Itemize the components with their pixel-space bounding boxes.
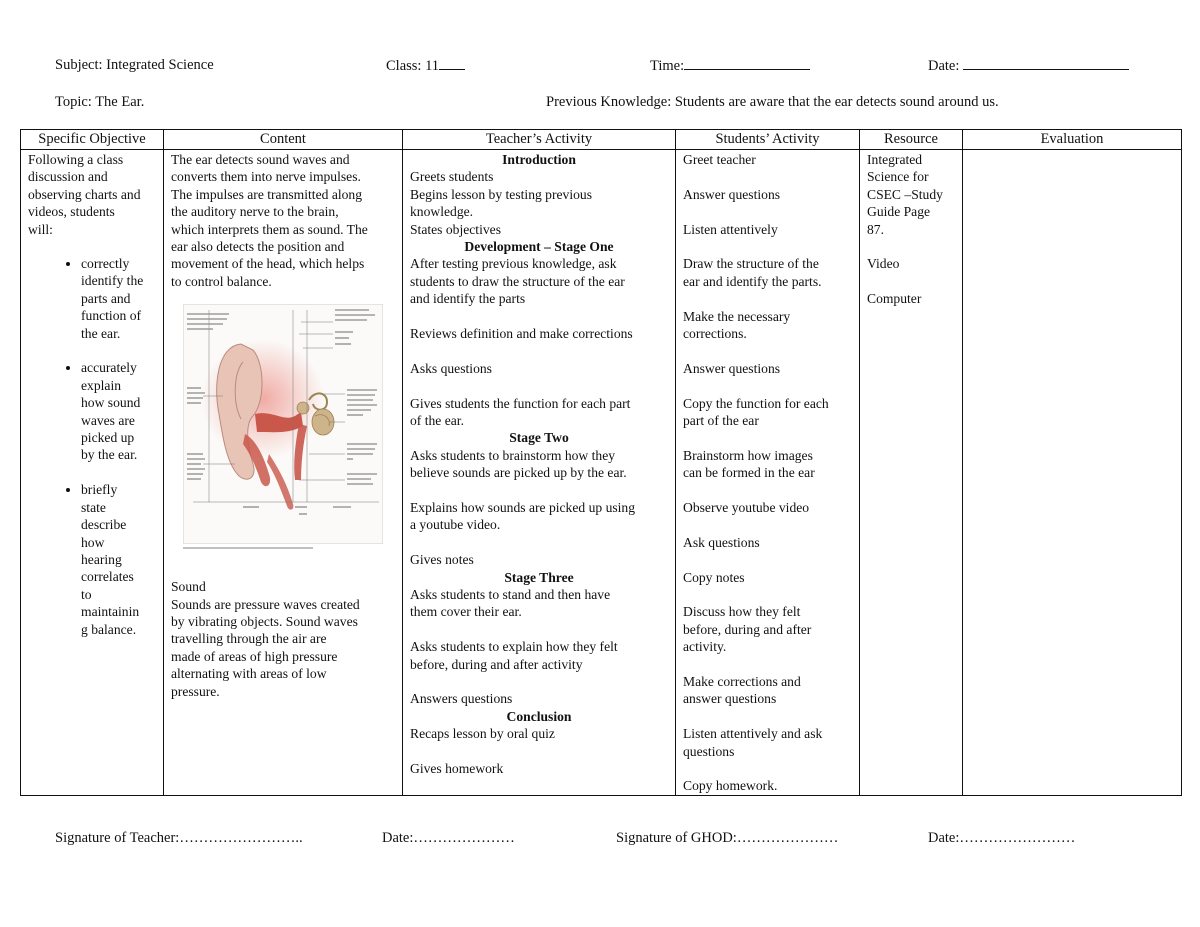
time-blank — [684, 57, 810, 70]
spacer — [410, 342, 668, 359]
content-sound — [171, 578, 395, 700]
topic-label: Topic: The Ear. — [55, 94, 145, 110]
teacher-activity-stage-heading: Conclusion — [506, 708, 572, 724]
students-activity-line: Greet teacher — [683, 152, 756, 167]
students-activity-line: Discuss how they felt — [683, 604, 801, 620]
students-activity-line: can be formed in the ear — [683, 465, 815, 481]
ear-diagram-caption — [183, 544, 383, 552]
objective-cell — [21, 150, 164, 796]
ear-diagram — [183, 304, 383, 556]
date-blank — [963, 57, 1129, 70]
objective-line: discussion and — [28, 169, 108, 185]
resource-list — [867, 151, 955, 308]
ear-diagram-image — [183, 304, 383, 544]
spacer — [683, 238, 852, 255]
teacher-activity-line: before, during and after activity — [410, 656, 583, 672]
lesson-plan-table — [20, 129, 1182, 796]
students-activity-list — [683, 151, 852, 795]
previous-knowledge: Previous Knowledge: Students are aware that the ear detects sound around us. — [546, 94, 999, 110]
sound-heading: Sound — [171, 579, 206, 595]
spacer — [410, 743, 668, 760]
objective-item — [81, 481, 156, 638]
objective-item-line: how sound — [81, 395, 141, 411]
objective-item-line: correlates — [81, 569, 134, 585]
time-field — [650, 57, 810, 75]
class-blank — [439, 57, 465, 70]
teacher-activity-line: Begins lesson by testing previous — [410, 186, 592, 202]
header-specific-objective: Specific Objective — [21, 130, 164, 150]
spacer — [683, 342, 852, 359]
table-row — [21, 150, 1182, 796]
resource-line: Computer — [867, 291, 922, 307]
content-line: travelling through the air are — [171, 631, 327, 647]
date-field — [928, 57, 1129, 75]
objective-line: videos, students — [28, 204, 115, 220]
spacer — [683, 656, 852, 673]
students-activity-line: Copy the function for each — [683, 395, 829, 411]
spacer — [683, 482, 852, 499]
subject-label: Subject: Integrated Science — [55, 57, 214, 73]
spacer — [683, 377, 852, 394]
content-line: made of areas of high pressure — [171, 648, 338, 664]
teacher-activity-line: students to draw the structure of the ear — [410, 273, 625, 289]
ghod-signature-date: Date:…………………… — [928, 830, 1076, 846]
objective-line: will: — [28, 221, 53, 237]
spacer — [867, 238, 955, 255]
spacer — [410, 308, 668, 325]
teacher-activity-line: knowledge. — [410, 204, 474, 220]
content-line: movement of the head, which helps — [171, 256, 365, 272]
objective-item-line: how — [81, 534, 105, 550]
students-activity-line: Answer questions — [683, 186, 781, 202]
ghod-signature: Signature of GHOD:………………… — [616, 830, 839, 846]
content-cell — [164, 150, 403, 796]
teacher-activity-cell — [403, 150, 676, 796]
objective-line: observing charts and — [28, 186, 141, 202]
teacher-activity-line: Answers questions — [410, 691, 513, 707]
objective-item-line: g balance. — [81, 621, 137, 637]
spacer — [410, 534, 668, 551]
resource-cell — [860, 150, 963, 796]
students-activity-line: before, during and after — [683, 621, 812, 637]
students-activity-line: Listen attentively and ask — [683, 726, 823, 742]
teacher-activity-stage-heading: Stage Two — [509, 430, 569, 446]
resource-line: Integrated — [867, 152, 923, 167]
header-evaluation: Evaluation — [963, 130, 1182, 150]
objective-line: Following a class — [28, 152, 124, 167]
spacer — [683, 551, 852, 568]
students-activity-line: questions — [683, 743, 735, 759]
content-line: to control balance. — [171, 273, 272, 289]
class-field — [386, 57, 465, 75]
objective-item-line: function of — [81, 308, 142, 324]
students-activity-line: Ask questions — [683, 534, 760, 550]
objective-item-line: to — [81, 586, 92, 602]
spacer — [683, 516, 852, 533]
resource-line: Science for — [867, 169, 929, 185]
teacher-signature-date: Date:………………… — [382, 830, 515, 846]
spacer — [410, 377, 668, 394]
content-line: alternating with areas of low — [171, 666, 327, 682]
teacher-activity-line: After testing previous knowledge, ask — [410, 256, 617, 272]
students-activity-line: corrections. — [683, 326, 747, 341]
students-activity-line: answer questions — [683, 691, 777, 707]
spacer — [683, 203, 852, 220]
content-line: The impulses are transmitted along — [171, 186, 363, 202]
objective-item-line: waves are — [81, 412, 135, 428]
content-line: converts them into nerve impulses. — [171, 169, 361, 185]
objective-item-line: maintainin — [81, 604, 140, 620]
teacher-activity-line: them cover their ear. — [410, 604, 522, 620]
teacher-activity-line: Asks questions — [410, 360, 492, 376]
students-activity-cell — [676, 150, 860, 796]
spacer — [683, 168, 852, 185]
spacer — [410, 673, 668, 690]
spacer — [867, 273, 955, 290]
objective-item-line: explain — [81, 377, 122, 393]
teacher-activity-line: Reviews definition and make corrections — [410, 326, 633, 342]
resource-line: 87. — [867, 221, 884, 237]
class-label: Class: 11 — [386, 58, 440, 74]
table-header-row — [21, 130, 1182, 150]
objective-item-line: picked up — [81, 430, 135, 446]
objective-item-line: • accurately — [81, 360, 137, 376]
resource-line: CSEC –Study — [867, 186, 943, 202]
objective-item-line: describe — [81, 517, 127, 533]
teacher-activity-line: a youtube video. — [410, 517, 501, 533]
students-activity-line: Listen attentively — [683, 221, 778, 237]
objective-item — [81, 255, 156, 342]
students-activity-line: Make corrections and — [683, 674, 801, 689]
teacher-activity-line: Asks students to explain how they felt — [410, 639, 618, 655]
objective-item — [81, 359, 156, 463]
teacher-activity-line: Gives notes — [410, 552, 474, 568]
spacer — [683, 760, 852, 777]
teacher-activity-line: Asks students to stand and then have — [410, 587, 611, 603]
objective-item-line: hearing — [81, 551, 122, 567]
resource-line: Video — [867, 256, 900, 272]
teacher-activity-stage-heading: Introduction — [502, 152, 576, 167]
spacer — [410, 482, 668, 499]
spacer — [683, 290, 852, 307]
objective-list — [28, 255, 156, 638]
header-content: Content — [164, 130, 403, 150]
header-resource: Resource — [860, 130, 963, 150]
evaluation-cell — [963, 150, 1182, 796]
resource-line: Guide Page — [867, 204, 931, 220]
time-label: Time: — [650, 58, 685, 74]
spacer — [683, 429, 852, 446]
spacer — [683, 586, 852, 603]
teacher-activity-stage-heading: Development – Stage One — [464, 239, 614, 255]
objective-item-line: identify the — [81, 273, 144, 289]
teacher-activity-line: Recaps lesson by oral quiz — [410, 726, 555, 742]
content-line: the auditory nerve to the brain, — [171, 204, 339, 220]
objective-item-line: • correctly — [81, 256, 130, 272]
content-line: Sounds are pressure waves created — [171, 596, 360, 612]
students-activity-line: Brainstorm how images — [683, 447, 813, 463]
content-line: The ear detects sound waves and — [171, 152, 350, 167]
content-line: by vibrating objects. Sound waves — [171, 614, 358, 630]
content-line: which interprets them as sound. The — [171, 221, 368, 237]
objective-item-line: • briefly — [81, 482, 118, 498]
teacher-activity-line: Asks students to brainstorm how they — [410, 447, 616, 463]
header-students-activity: Students’ Activity — [676, 130, 860, 150]
objective-intro — [28, 151, 156, 238]
objective-item-line: by the ear. — [81, 447, 138, 463]
spacer — [410, 621, 668, 638]
students-activity-line: Copy notes — [683, 569, 745, 585]
teacher-activity-stage-heading: Stage Three — [504, 569, 574, 585]
teacher-activity-line: and identify the parts — [410, 291, 526, 307]
teacher-activity-line: States objectives — [410, 221, 501, 237]
teacher-activity-line: Gives students the function for each part — [410, 395, 631, 411]
students-activity-line: Observe youtube video — [683, 500, 810, 515]
teacher-activity-line: Gives homework — [410, 761, 504, 777]
teacher-activity-line: believe sounds are picked up by the ear. — [410, 465, 627, 481]
teacher-activity-line: of the ear. — [410, 413, 464, 429]
header-teacher-activity: Teacher’s Activity — [403, 130, 676, 150]
students-activity-line: Copy homework. — [683, 778, 778, 794]
students-activity-line: Make the necessary — [683, 308, 791, 324]
students-activity-line: Answer questions — [683, 360, 781, 376]
objective-item-line: state — [81, 499, 106, 515]
content-intro — [171, 151, 395, 290]
teacher-activity-line: Explains how sounds are picked up using — [410, 500, 636, 516]
objective-item-line: the ear. — [81, 325, 121, 341]
teacher-activity-list — [410, 151, 668, 778]
students-activity-line: part of the ear — [683, 413, 759, 428]
teacher-activity-line: Greets students — [410, 169, 494, 185]
teacher-signature: Signature of Teacher:…………………….. — [55, 830, 303, 846]
content-line: ear also detects the position and — [171, 239, 345, 255]
spacer — [683, 708, 852, 725]
content-line: pressure. — [171, 683, 220, 699]
date-label: Date: — [928, 58, 960, 74]
students-activity-line: Draw the structure of the — [683, 256, 819, 272]
students-activity-line: ear and identify the parts. — [683, 273, 822, 289]
objective-item-line: parts and — [81, 290, 131, 306]
students-activity-line: activity. — [683, 639, 727, 655]
